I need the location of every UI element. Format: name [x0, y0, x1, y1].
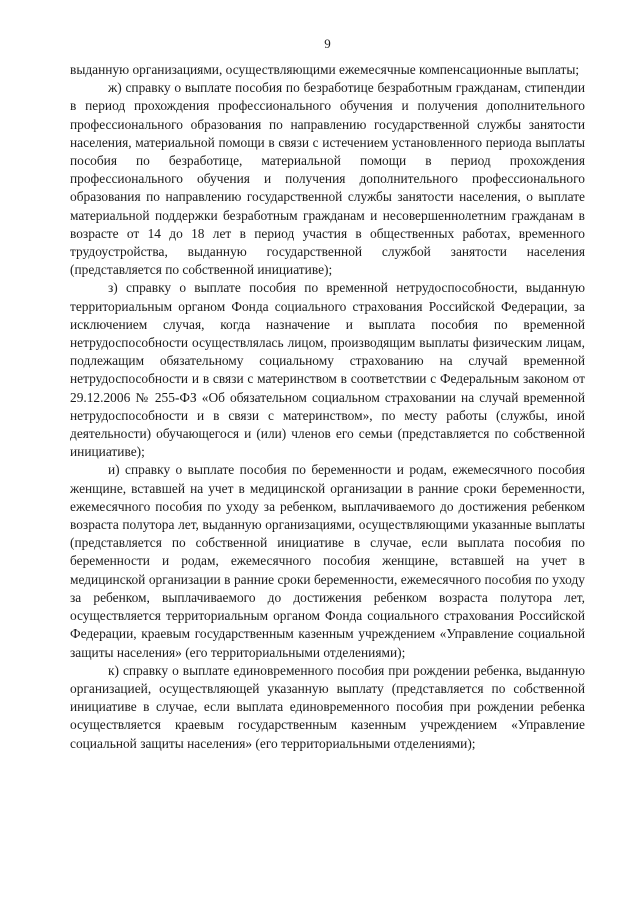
document-body [70, 61, 585, 753]
paragraph-continuation: выданную организациями, осуществляющими ежемесячные компенсационные выплаты; [70, 62, 580, 77]
page-number: 9 [324, 36, 331, 51]
paragraph-i: и) справку о выплате пособия по беременности и родам, ежемесячного пособия женщине, вставшей на учет в медицинской организации в ранние сроки беременности, ежемесячного пособия по уходу за ребенком, выплачиваемого до достижения ребенком возраста полутора лет, выданную организациями, осуществляющими указанные выплаты (представляется по собственной инициативе в случае, если выплата пособия по беременности и родам, ежемесячного пособия женщине, вставшей на учет в медицинской организации в ранние сроки беременности, ежемесячного пособия по уходу за ребенком, выплачиваемого до достижения ребенком возраста полутора лет, осуществляется территориальным органом Фонда социального страхования Российской Федерации, краевым государственным казенным учреждением «Управление социальной защиты населения» (его территориальными отделениями); [70, 462, 585, 660]
paragraph-zh: ж) справку о выплате пособия по безработице безработным гражданам, стипендии в период прохождения профессионального обучения и получения дополнительного профессионального образования по направлению государственной службы занятости населения, материальной помощи в связи с истечением установленного периода выплаты пособия по безработице, материальной помощи в период прохождения профессионального обучения и получения дополнительного профессионального образования по направлению государственной службы занятости населения, о выплате материальной поддержки безработным гражданам и несовершеннолетним гражданам в возрасте от 14 до 18 лет в период участия в общественных работах, временного трудоустройства, выданную государственной службой занятости населения (представляется по собственной инициативе); [70, 80, 585, 278]
document-page [70, 0, 585, 905]
paragraph-z: з) справку о выплате пособия по временной нетрудоспособности, выданную территориальным органом Фонда социального страхования Российской Федерации, за исключением случая, когда назначение и выплата пособия по временной нетрудоспособности осуществлялась лицом, производящим выплаты физическим лицам, подлежащим обязательному социальному страхованию на случай временной нетрудоспособности и в связи с материнством в соответствии с Федеральным законом от 29.12.2006 № 255-ФЗ «Об обязательном социальном страховании на случай временной нетрудоспособности и в связи с материнством», по месту работы (службы, иной деятельности) обучающегося и (или) членов его семьи (представляется по собственной инициативе); [70, 280, 585, 460]
paragraph-k: к) справку о выплате единовременного пособия при рождении ребенка, выданную организацией, осуществляющей указанную выплату (представляется по собственной инициативе в случае, если выплата единовременного пособия при рождении ребенка осуществляется краевым государственным казенным учреждением «Управление социальной защиты населения» (его территориальными отделениями); [70, 662, 585, 751]
